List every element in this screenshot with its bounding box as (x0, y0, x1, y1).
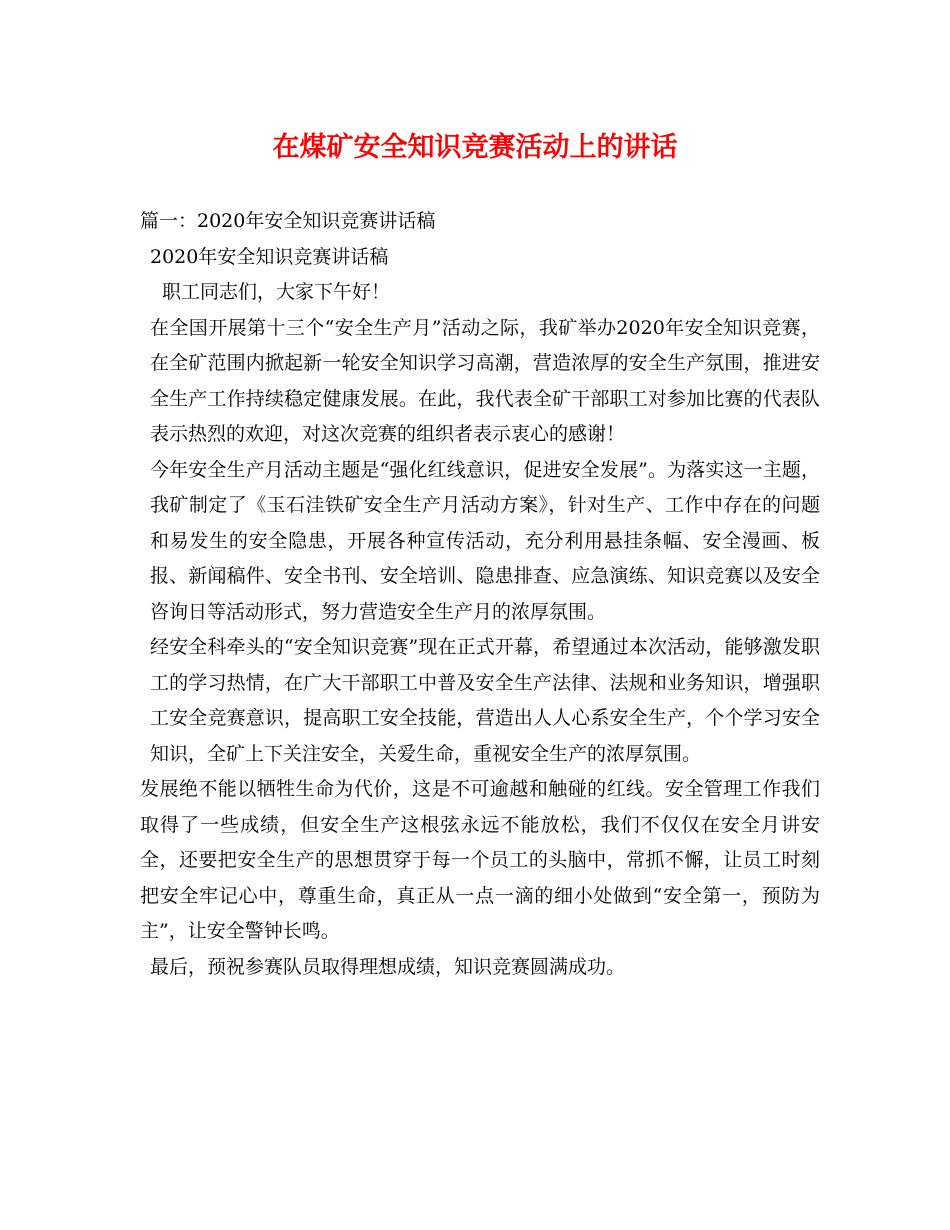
paragraph-red-line: 发展绝不能以牺牲生命为代价，这是不可逾越和触碰的红线。安全管理工作我们取得了一些成绩，但安全生产这根弦永远不能放松，我们不仅仅在安全月讲安全，还要把安全生产的思想贯穿于每一个员工的头脑中，常抓不懈，让员工时刻把安全牢记心中，尊重生命，真正从一点一滴的细小处做到“安全第一，预防为主”，让安全警钟长鸣。 (140, 778, 820, 942)
paragraph-closing: 最后，预祝参赛队员取得理想成绩，知识竞赛圆满成功。 (150, 955, 626, 978)
document-body (140, 204, 820, 985)
paragraph-theme: 今年安全生产月活动主题是“强化红线意识，促进安全发展”。为落实这一主题，我矿制定了《玉石洼铁矿安全生产月活动方案》，针对生产、工作中存在的问题和易发生的安全隐患，开展各种宣传活动，充分利用悬挂条幅、安全漫画、板报、新闻稿件、安全书刊、安全培训、隐患排查、应急演练、知识竞赛以及安全咨询日等活动形式，努力营造安全生产月的浓厚氛围。 (150, 458, 820, 623)
paragraph-competition: 经安全科牵头的“安全知识竞赛”现在正式开幕，希望通过本次活动，能够激发职工的学习热情，在广大干部职工中普及安全生产法律、法规和业务知识，增强职工安全竞赛意识，提高职工安全技能，营造出人人心系安全生产，个个学习安全知识，全矿上下关注安全，关爱生命，重视安全生产的浓厚氛围。 (150, 636, 820, 765)
speech-greeting: 职工同志们，大家下午好！ (162, 281, 391, 303)
paragraph-opening: 在全国开展第十三个“安全生产月”活动之际，我矿举办2020年安全知识竞赛，在全矿范围内掀起新一轮安全知识学习高潮，营造浓厚的安全生产氛围，推进安全生产工作持续稳定健康发展。在此，我代表全矿干部职工对参加比赛的代表队表示热烈的欢迎，对这次竞赛的组织者表示衷心的感谢！ (150, 316, 820, 445)
speech-subheading: 2020年安全知识竞赛讲话稿 (150, 245, 389, 268)
section-heading: 篇一：2020年安全知识竞赛讲话稿 (140, 210, 436, 232)
document-title: 在煤矿安全知识竞赛活动上的讲话 (272, 132, 678, 163)
